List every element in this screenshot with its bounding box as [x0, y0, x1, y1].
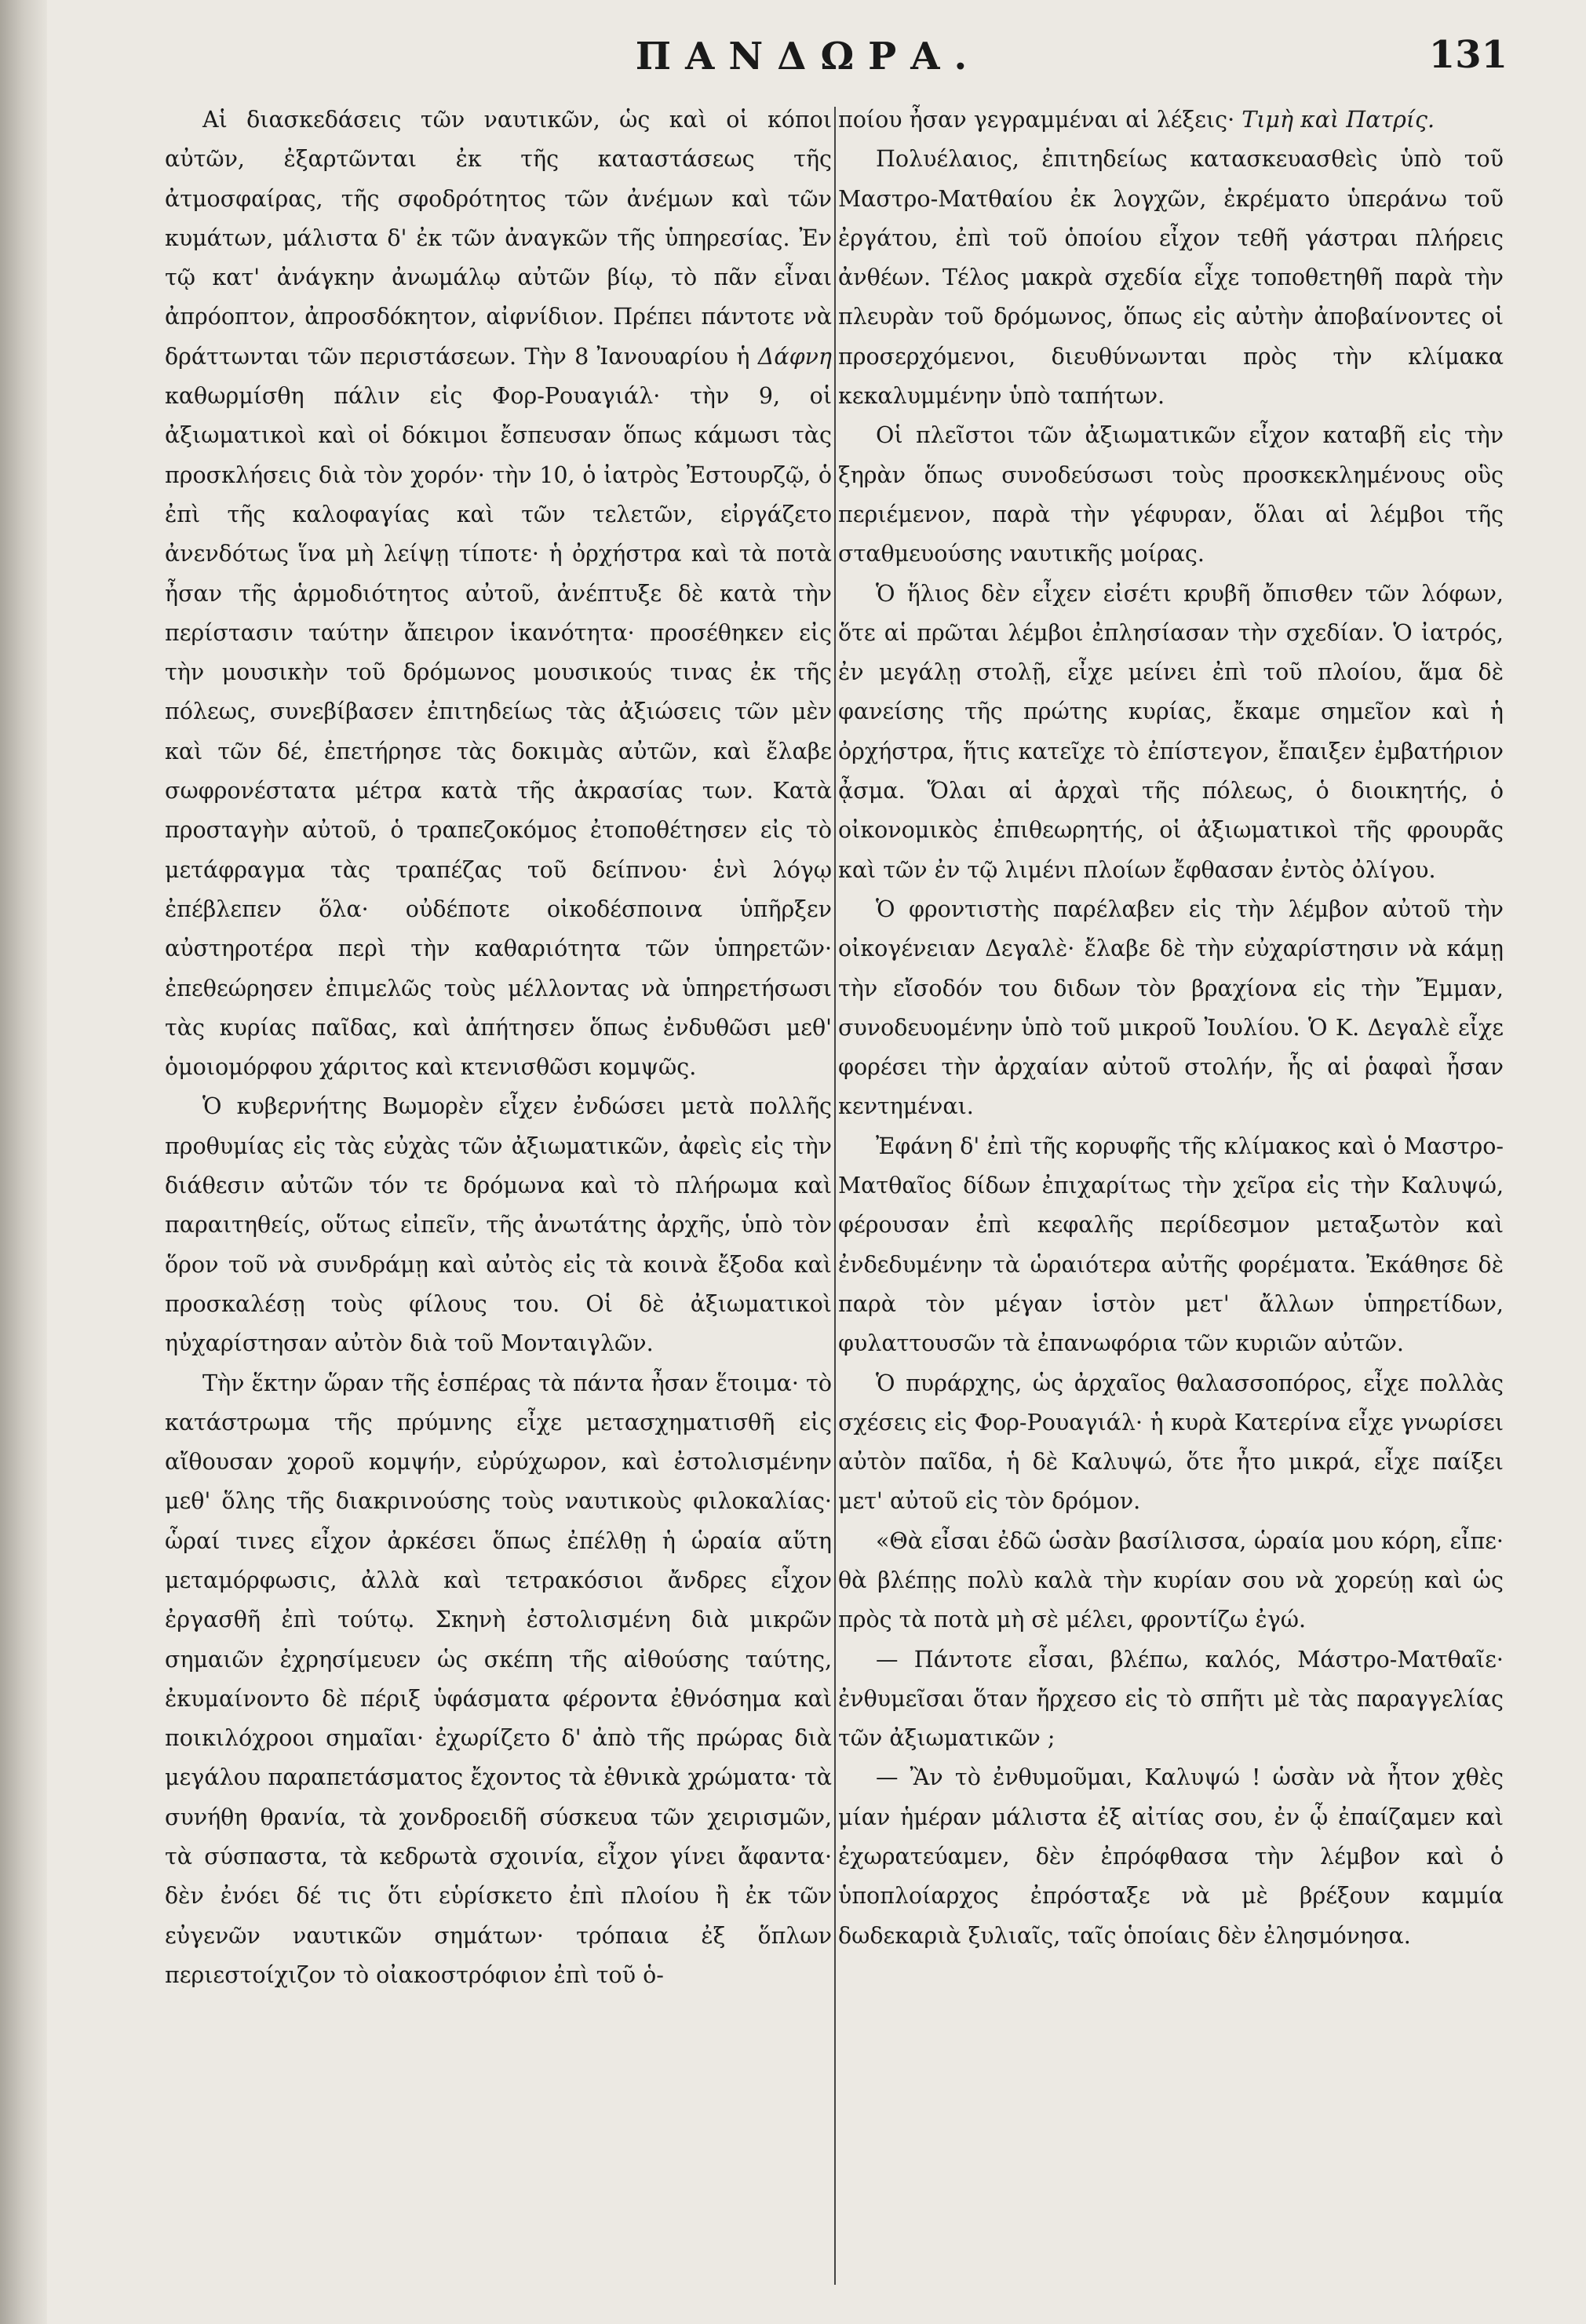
paragraph: Οἱ πλεῖστοι τῶν ἀξιωματικῶν εἶχον καταβῆ εἰς τὴν ξηρὰν ὅπως συνοδεύσωσι τοὺς προσκεκλημένους οὓς περιέμενον, παρὰ τὴν γέφυραν, ὅλαι αἱ λέμβοι τῆς σταθμευούσης ναυτικῆς μοίρας.	[838, 422, 1504, 567]
paragraph: — Ἂν τὸ ἐνθυμοῦμαι, Καλυψώ ! ὡσὰν νὰ ἦτον χθὲς μίαν ἡμέραν μάλιστα ἐξ αἰτίας σου, ἐν ᾧ ἐπαίζαμεν καὶ ἐχωρατεύαμεν, δὲν ἐπρόφθασα τὴν λέμβον καὶ ὁ ὑποπλοίαρχος ἐπρόσταξε νὰ μὲ βρέξουν καμμία δωδεκαριὰ ξυλιαῖς, ταῖς ὁποίαις δὲν ἐλησμόνησα.	[838, 1764, 1504, 1949]
paragraph: ποίου ἦσαν γεγραμμέναι αἱ λέξεις· Τιμὴ καὶ Πατρίς.	[838, 107, 1435, 133]
running-title: ΠΑΝΔΩΡΑ.	[635, 35, 982, 78]
column-divider	[834, 107, 836, 2285]
paragraph: Ὁ πυράρχης, ὡς ἀρχαῖος θαλασσοπόρος, εἶχε πολλὰς σχέσεις εἰς Φορ-Ρουαγιάλ· ἡ κυρὰ Κατερίνα εἶχε γνωρίσει αὐτὸν παῖδα, ἡ δὲ Καλυψώ, ὅτε ἦτο μικρά, εἶχε παίξει μετ' αὐτοῦ εἰς τὸν δρόμον.	[838, 1370, 1504, 1515]
paragraph: «Θὰ εἶσαι ἐδῶ ὡσὰν βασίλισσα, ὡραία μου κόρη, εἶπε· θὰ βλέπῃς πολὺ καλὰ τὴν κυρίαν σου νὰ χορεύῃ καὶ ὡς πρὸς τὰ ποτὰ μὴ σὲ μέλει, φροντίζω ἐγώ.	[838, 1527, 1504, 1633]
paragraph: Ὁ φροντιστὴς παρέλαβεν εἰς τὴν λέμβον αὐτοῦ τὴν οἰκογένειαν Δεγαλὲ· ἔλαβε δὲ τὴν εὐχαρίστησιν νὰ κάμῃ τὴν εἴσοδόν του διδων τὸν βραχίονα εἰς τὴν Ἔμμαν, συνοδευομένην ὑπὸ τοῦ μικροῦ Ἰουλίου. Ὁ Κ. Δεγαλὲ εἶχε φορέσει τὴν ἀρχαίαν αὐτοῦ στολήν, ἧς αἱ ῥαφαὶ ἦσαν κεντημέναι.	[838, 896, 1504, 1120]
ship-name: Δάφνη	[757, 343, 832, 370]
motto: Τιμὴ καὶ Πατρίς.	[1241, 107, 1435, 133]
paragraph: Τὴν ἕκτην ὥραν τῆς ἑσπέρας τὰ πάντα ἦσαν ἕτοιμα· τὸ κατάστρωμα τῆς πρύμνης εἶχε μετασχηματισθῆ εἰς αἴθουσαν χοροῦ κομψήν, εὐρύχωρον, καὶ ἐστολισμένην μεθ' ὅλης τῆς διακρινούσης τοὺς ναυτικοὺς φιλοκαλίας· ὧραί τινες εἶχον ἀρκέσει ὅπως ἐπέλθῃ ἡ ὡραία αὕτη μεταμόρφωσις, ἀλλὰ καὶ τετρακόσιοι ἄνδρες εἶχον ἐργασθῆ ἐπὶ τούτῳ. Σκηνὴ ἐστολισμένη διὰ μικρῶν σημαιῶν ἐχρησίμευεν ὡς σκέπη τῆς αἰθούσης ταύτης, ἐκυμαίνοντο δὲ πέριξ ὑφάσματα φέροντα ἐθνόσημα καὶ ποικιλόχροοι σημαῖαι· ἐχωρίζετο δ' ἀπὸ τῆς πρώρας διὰ μεγάλου παραπετάσματος ἔχοντος τὰ ἐθνικὰ χρώματα· τὰ συνήθη θρανία, τὰ χονδροειδῆ σύσκευα τῶν χειρισμῶν, τὰ σύσπαστα, τὰ κεδρωτὰ σχοινία, εἶχον γίνει ἄφαντα· δὲν ἐνόει δέ τις ὅτι εὑρίσκετο ἐπὶ πλοίου ἢ ἐκ τῶν εὐγενῶν ναυτικῶν σημάτων· τρόπαια ἐξ ὅπλων περιεστοίχιζον τὸ οἰακοστρόφιον ἐπὶ τοῦ ὁ-	[165, 1370, 832, 1988]
left-column	[165, 100, 832, 2290]
paragraph: — Πάντοτε εἶσαι, βλέπω, καλός, Μάστρο-Ματθαῖε· ἐνθυμεῖσαι ὅταν ἤρχεσο εἰς τὸ σπῆτι μὲ τὰς παραγγελίας τῶν ἀξιωματικῶν ;	[838, 1646, 1504, 1752]
paragraph: Αἱ διασκεδάσεις τῶν ναυτικῶν, ὡς καὶ οἱ κόποι αὐτῶν, ἐξαρτῶνται ἐκ τῆς καταστάσεως τῆς ἀτμοσφαίρας, τῆς σφοδρότητος τῶν ἀνέμων καὶ τῶν κυμάτων, μάλιστα δ' ἐκ τῶν ἀναγκῶν τῆς ὑπηρεσίας. Ἐν τῷ κατ' ἀνάγκην ἀνωμάλῳ αὐτῶν βίῳ, τὸ πᾶν εἶναι ἀπρόοπτον, ἀπροσδόκητον, αἰφνίδιον. Πρέπει πάντοτε νὰ δράττωνται τῶν περιστάσεων. Τὴν 8 Ἰανουαρίου ἡ Δάφνη καθωρμίσθη πάλιν εἰς Φορ-Ρουαγιάλ· τὴν 9, οἱ ἀξιωματικοὶ καὶ οἱ δόκιμοι ἔσπευσαν ὅπως κάμωσι τὰς προσκλήσεις διὰ τὸν χορόν· τὴν 10, ὁ ἰατρὸς Ἐστουρζῷ, ὁ ἐπὶ τῆς καλοφαγίας καὶ τῶν τελετῶν, εἰργάζετο ἀνενδότως ἵνα μὴ λείψῃ τίποτε· ἡ ὀρχήστρα καὶ τὰ ποτὰ ἦσαν τῆς ἁρμοδιότητος αὐτοῦ, ἀνέπτυξε δὲ κατὰ τὴν περίστασιν ταύτην ἄπειρον ἱκανότητα· προσέθηκεν εἰς τὴν μουσικὴν τοῦ δρόμωνος μουσικούς τινας ἐκ τῆς πόλεως, συνεβίβασεν ἐπιτηδείως τὰς ἀξιώσεις τῶν μὲν καὶ τῶν δέ, ἐπετήρησε τὰς δοκιμὰς αὐτῶν, καὶ ἔλαβε σωφρονέστατα μέτρα κατὰ τῆς ἀκρασίας των. Κατὰ προσταγὴν αὐτοῦ, ὁ τραπεζοκόμος ἐτοποθέτησεν εἰς τὸ μετάφραγμα τὰς τραπέζας τοῦ δείπνου· ἑνὶ λόγῳ ἐπέβλεπεν ὅλα· οὐδέποτε οἰκοδέσποινα ὑπῆρξεν αὐστηροτέρα περὶ τὴν καθαριότητα τῶν ὑπηρετῶν· ἐπεθεώρησεν ἐπιμελῶς τοὺς μέλλοντας νὰ ὑπηρετήσωσι τὰς κυρίας παῖδας, καὶ ἀπήτησεν ὅπως ἐνδυθῶσι μεθ' ὁμοιομόρφου χάριτος καὶ κτενισθῶσι κομψῶς.	[165, 107, 832, 1081]
right-column	[838, 100, 1504, 2290]
paragraph: Ἐφάνη δ' ἐπὶ τῆς κορυφῆς τῆς κλίμακος καὶ ὁ Μαστρο-Ματθαῖος δίδων ἐπιχαρίτως τὴν χεῖρα εἰς τὴν Καλυψώ, φέρουσαν ἐπὶ κεφαλῆς περίδεσμον μεταξωτὸν καὶ ἐνδεδυμένην τὰ ὡραιότερα αὐτῆς φορέματα. Ἐκάθησε δὲ παρὰ τὸν μέγαν ἱστὸν μετ' ἄλλων ὑπηρετίδων, φυλαττουσῶν τὰ ἐπανωφόρια τῶν κυριῶν αὐτῶν.	[838, 1133, 1504, 1357]
paragraph: Ὁ ἥλιος δὲν εἶχεν εἰσέτι κρυβῆ ὄπισθεν τῶν λόφων, ὅτε αἱ πρῶται λέμβοι ἐπλησίασαν τὴν σχεδίαν. Ὁ ἰατρός, ἐν μεγάλῃ στολῇ, εἶχε μείνει ἐπὶ τοῦ πλοίου, ἅμα δὲ φανείσης τῆς πρώτης κυρίας, ἔκαμε σημεῖον καὶ ἡ ὀρχήστρα, ἥτις κατεῖχε τὸ ἐπίστεγον, ἔπαιξεν ἐμβατήριον ᾆσμα. Ὅλαι αἱ ἀρχαὶ τῆς πόλεως, ὁ διοικητής, ὁ οἰκονομικὸς ἐπιθεωρητής, οἱ ἀξιωματικοὶ τῆς φρουρᾶς καὶ τῶν ἐν τῷ λιμένι πλοίων ἔφθασαν ἐντὸς ὀλίγου.	[838, 580, 1504, 883]
paragraph: Ὁ κυβερνήτης Βωμορὲν εἶχεν ἐνδώσει μετὰ πολλῆς προθυμίας εἰς τὰς εὐχὰς τῶν ἀξιωματικῶν, ἀφεὶς εἰς τὴν διάθεσιν αὐτῶν τόν τε δρόμωνα καὶ τὸ πλήρωμα καὶ παραιτηθείς, οὕτως εἰπεῖν, τῆς ἀνωτάτης ἀρχῆς, ὑπὸ τὸν ὅρον τοῦ νὰ συνδράμῃ καὶ αὐτὸς εἰς τὰ κοινὰ ἔξοδα καὶ προσκαλέσῃ τοὺς φίλους του. Οἱ δὲ ἀξιωματικοὶ ηὐχαρίστησαν αὐτὸν διὰ τοῦ Μονταιγλῶν.	[165, 1093, 832, 1357]
binding-gutter	[0, 0, 47, 2324]
paragraph: Πολυέλαιος, ἐπιτηδείως κατασκευασθεὶς ὑπὸ τοῦ Μαστρο-Ματθαίου ἐκ λογχῶν, ἐκρέματο ὑπεράνω τοῦ ἐργάτου, ἐπὶ τοῦ ὁποίου εἶχον τεθῆ γάστραι πλήρεις ἀνθέων. Τέλος μακρὰ σχεδία εἶχε τοποθετηθῆ παρὰ τὴν πλευρὰν τοῦ δρόμωνος, ὅπως εἰς αὐτὴν ἀποβαίνοντες οἱ προσερχόμενοι, διευθύνωνται πρὸς τὴν κλίμακα κεκαλυμμένην ὑπὸ ταπήτων.	[838, 146, 1504, 410]
page-number: 131	[1428, 33, 1508, 77]
